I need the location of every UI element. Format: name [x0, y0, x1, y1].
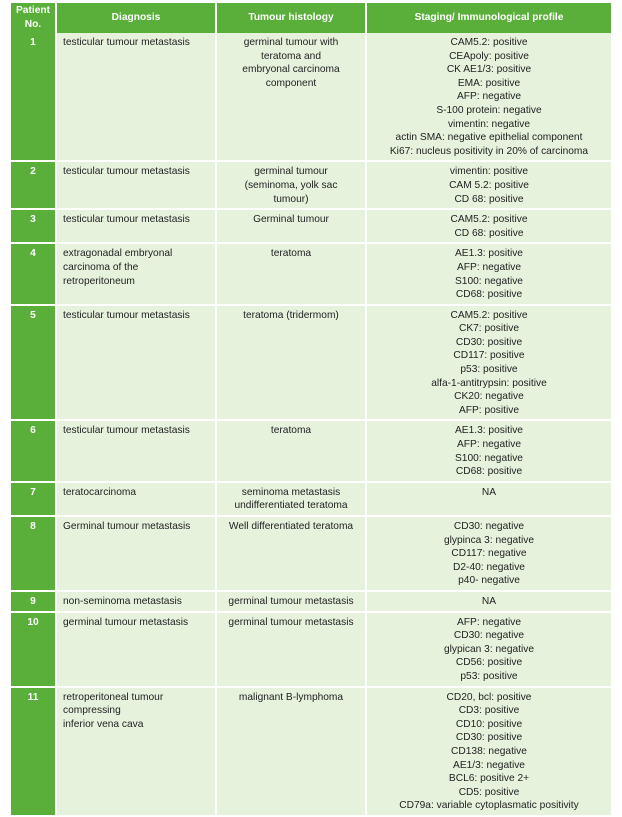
diagnosis-line: compressing [63, 705, 121, 717]
patient-number-cell: 5 [11, 305, 56, 421]
patient-number-cell: 3 [11, 209, 56, 243]
histology-cell [216, 687, 366, 816]
profile-cell [366, 612, 611, 687]
table-row [11, 591, 611, 612]
profile-line: CK AE1/3: positive [446, 64, 532, 76]
patient-number-cell: 9 [11, 591, 56, 612]
diagnosis-cell [56, 161, 216, 209]
profile-line: CD10: positive [455, 718, 523, 730]
patient-number-cell: 10 [11, 612, 56, 687]
histology-cell [216, 516, 366, 591]
profile-line: CAM5.2: positive [450, 309, 528, 321]
histology-line: (seminoma, yolk sac [244, 179, 338, 191]
table-row [11, 420, 611, 481]
patient-number-cell: 4 [11, 243, 56, 304]
profile-line: actin SMA: negative epithelial component [395, 132, 583, 144]
histology-line: teratoma and [260, 50, 322, 62]
diagnosis-cell [56, 305, 216, 421]
diagnosis-line: testicular tumour metastasis [63, 166, 190, 178]
profile-line: p40- negative [458, 575, 520, 587]
histology-cell [216, 161, 366, 209]
histology-line: teratoma [270, 248, 312, 260]
profile-line: NA [481, 595, 497, 607]
diagnosis-cell [56, 687, 216, 816]
table-row [11, 612, 611, 687]
header-staging-profile: Staging/ Immunological profile [366, 3, 611, 33]
profile-line: CD68: positive [455, 289, 523, 301]
histology-line: component [265, 77, 317, 89]
diagnosis-cell [56, 243, 216, 304]
profile-line: glypican 3: negative [443, 643, 535, 655]
table-row [11, 243, 611, 304]
diagnosis-cell [56, 420, 216, 481]
header-tumour-histology: Tumour histology [216, 3, 366, 33]
patient-number-cell: 2 [11, 161, 56, 209]
profile-line: CD 68: positive [454, 193, 524, 205]
profile-line: S100: negative [455, 452, 523, 464]
patient-table [11, 3, 611, 817]
profile-line: BCL6: positive 2+ [448, 773, 530, 785]
diagnosis-line: testicular tumour metastasis [63, 37, 190, 48]
profile-line: EMA: positive [457, 77, 521, 89]
histology-cell [216, 420, 366, 481]
profile-line: AFP: negative [457, 261, 521, 273]
histology-cell [216, 482, 366, 516]
profile-line: Ki67: nucleus positivity in 20% of carcinoma [389, 145, 589, 157]
diagnosis-line: testicular tumour metastasis [63, 214, 190, 226]
histology-line: germinal tumour metastasis [228, 595, 354, 607]
profile-line: p53: positive [460, 670, 518, 682]
profile-line: p53: positive [460, 364, 518, 376]
profile-cell [366, 591, 611, 612]
profile-line: CAM5.2: positive [450, 214, 528, 226]
histology-cell [216, 612, 366, 687]
profile-line: glypinca 3: negative [443, 534, 535, 546]
table-row [11, 209, 611, 243]
diagnosis-cell [56, 482, 216, 516]
profile-cell [366, 687, 611, 816]
table-row [11, 305, 611, 421]
profile-line: CD79a: variable cytoplasmatic positivity [399, 800, 579, 812]
histology-line: germinal tumour with [243, 37, 339, 48]
table-row [11, 33, 611, 161]
histology-cell [216, 33, 366, 161]
histology-cell [216, 591, 366, 612]
histology-line: undifferentiated teratoma [234, 500, 348, 512]
diagnosis-line: testicular tumour metastasis [63, 309, 190, 321]
profile-line: S100: negative [455, 275, 523, 287]
profile-line: CK7: positive [458, 323, 520, 335]
profile-line: CD56: positive [455, 657, 523, 669]
profile-cell [366, 482, 611, 516]
profile-cell [366, 243, 611, 304]
histology-line: seminoma metastasis [241, 486, 341, 498]
profile-line: AE1.3: positive [455, 248, 523, 260]
histology-cell [216, 243, 366, 304]
profile-line: CD20, bcl: positive [446, 691, 532, 703]
diagnosis-cell [56, 591, 216, 612]
header-diagnosis: Diagnosis [56, 3, 216, 33]
diagnosis-line: Germinal tumour metastasis [63, 521, 191, 532]
table-header-row [11, 3, 611, 33]
histology-cell [216, 305, 366, 421]
patient-number-cell: 8 [11, 516, 56, 591]
histology-line: Well differentiated teratoma [228, 521, 354, 532]
diagnosis-line: carcinoma of the [63, 261, 139, 273]
header-patient-no: Patient No. [11, 3, 56, 33]
profile-cell [366, 33, 611, 161]
histology-line: embryonal carcinoma [242, 64, 340, 76]
diagnosis-line: germinal tumour metastasis [63, 616, 189, 628]
diagnosis-cell [56, 209, 216, 243]
histology-line: Germinal tumour [253, 214, 329, 226]
profile-cell [366, 516, 611, 591]
profile-line: CK20: negative [454, 391, 524, 403]
diagnosis-line: non-seminoma metastasis [63, 595, 182, 607]
profile-line: AE1/3: negative [453, 759, 525, 771]
diagnosis-line: retroperitoneum [63, 275, 135, 287]
histology-line: malignant B-lymphoma [238, 691, 344, 703]
histology-line: tumour) [273, 193, 309, 205]
table-row [11, 161, 611, 209]
histology-line: teratoma [270, 425, 312, 437]
table-container [11, 3, 611, 817]
histology-line: germinal tumour [254, 166, 328, 178]
diagnosis-cell [56, 516, 216, 591]
profile-line: CD3: positive [458, 705, 520, 717]
profile-cell [366, 161, 611, 209]
table-row [11, 482, 611, 516]
profile-cell [366, 305, 611, 421]
profile-cell [366, 209, 611, 243]
table-body [11, 33, 611, 816]
profile-line: D2-40: negative [453, 561, 525, 573]
table-row [11, 516, 611, 591]
profile-line: AE1.3: positive [455, 425, 523, 437]
profile-line: AFP: negative [457, 616, 521, 628]
diagnosis-line: inferior vena cava [63, 718, 144, 730]
profile-line: CD30: negative [453, 630, 525, 642]
diagnosis-line: retroperitoneal tumour [63, 691, 164, 703]
profile-line: CAM5.2: positive [450, 37, 528, 48]
histology-line: germinal tumour metastasis [228, 616, 354, 628]
profile-line: vimentin: negative [447, 118, 531, 130]
profile-line: CAM 5.2: positive [449, 179, 529, 191]
diagnosis-line: testicular tumour metastasis [63, 425, 190, 437]
profile-line: CD30: positive [455, 732, 523, 744]
table-row [11, 687, 611, 816]
profile-line: NA [481, 486, 497, 498]
patient-number-cell: 6 [11, 420, 56, 481]
profile-line: vimentin: positive [449, 166, 529, 178]
profile-line: CD138: negative [451, 745, 527, 757]
profile-line: CD68: positive [455, 466, 523, 478]
diagnosis-cell [56, 33, 216, 161]
profile-line: AFP: negative [457, 91, 521, 103]
profile-line: CD5: positive [458, 786, 520, 798]
histology-line: teratoma (tridermom) [243, 309, 339, 321]
profile-line: CD30: negative [453, 521, 525, 532]
diagnosis-line: extragonadal embryonal [63, 248, 173, 260]
profile-line: CEApoly: positive [449, 50, 529, 62]
profile-line: AFP: negative [457, 439, 521, 451]
profile-line: alfa-1-antitrypsin: positive [431, 377, 547, 389]
patient-number-cell: 1 [11, 33, 56, 161]
patient-number-cell: 7 [11, 482, 56, 516]
profile-line: AFP: positive [458, 404, 520, 416]
diagnosis-cell [56, 612, 216, 687]
diagnosis-line: teratocarcinoma [63, 486, 137, 498]
profile-cell [366, 420, 611, 481]
histology-cell [216, 209, 366, 243]
profile-line: S-100 protein: negative [436, 104, 542, 116]
profile-line: CD 68: positive [454, 227, 524, 239]
profile-line: CD30: positive [455, 336, 523, 348]
profile-line: CD117: negative [451, 548, 527, 560]
profile-line: CD117: positive [453, 350, 525, 362]
patient-number-cell: 11 [11, 687, 56, 816]
